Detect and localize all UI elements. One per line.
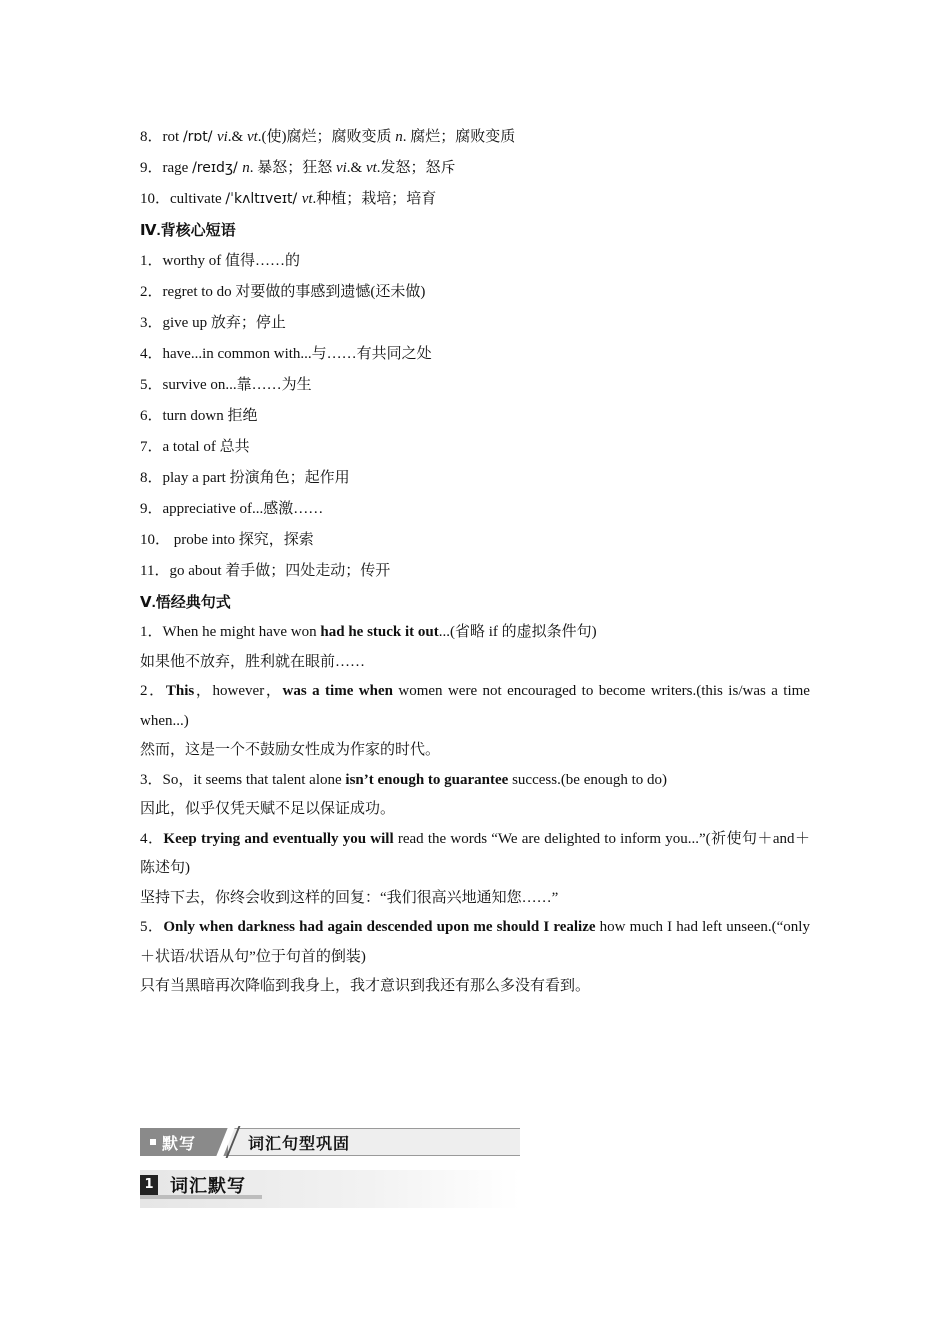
sentence-text: So，it seems that talent alone [162, 771, 346, 788]
item-number: 6． [140, 408, 163, 424]
item-number: 4． [140, 830, 164, 847]
phrase-item [140, 556, 810, 587]
vocab-word: rage [162, 160, 193, 176]
sentence-text: ...(省略 if 的虚拟条件句) [438, 624, 597, 640]
vocab-item [140, 122, 810, 153]
sentence-emphasis: Keep trying and eventually you will [163, 830, 394, 847]
vocab-word: cultivate [170, 191, 226, 207]
part-of-speech: vi [216, 129, 228, 145]
sentence-translation: 因此，似乎仅凭天赋不足以保证成功。 [140, 801, 396, 817]
phrase-text: probe into 探究，探索 [170, 532, 314, 548]
phrase-text: give up 放弃；停止 [162, 315, 286, 331]
sentence-translation: 只有当黑暗再次降临到我身上，我才意识到我还有那么多没有看到。 [140, 978, 591, 994]
sentence-emphasis: was a time when [282, 683, 393, 699]
phrase-item [140, 401, 810, 432]
vocab-text: .& [346, 160, 366, 176]
phrase-text: turn down 拒绝 [162, 408, 258, 424]
phrase-item [140, 370, 810, 401]
phrase-text: have...in common with...与……有共同之处 [162, 346, 432, 362]
vocab-definition: .(使)腐烂；腐败变质 [257, 129, 396, 145]
phrase-item [140, 494, 810, 525]
item-number: 3． [140, 315, 163, 331]
item-number: 2． [140, 284, 163, 300]
part-of-speech: n [395, 129, 403, 145]
item-number: 10． [140, 191, 171, 207]
item-number: 1． [140, 253, 163, 269]
item-number: 5． [140, 919, 164, 935]
banner-tag-label: 默写 [162, 1134, 197, 1153]
sentence-emphasis: This [165, 683, 195, 699]
part-of-speech: vt [246, 129, 258, 145]
sentence-emphasis: Only when darkness had again descended upon me should I realize [163, 919, 596, 935]
item-number: 9． [140, 501, 163, 517]
phrase-text: appreciative of...感激…… [162, 501, 324, 517]
subsection-heading [140, 1170, 520, 1208]
phrase-item [140, 463, 810, 494]
vocab-word: rot [162, 129, 183, 145]
phrase-text: regret to do 对要做的事感到遗憾(还未做) [162, 284, 426, 300]
item-number: 2． [140, 683, 166, 699]
sentence-emphasis: had he stuck it out [320, 624, 439, 640]
sentence-item [140, 677, 810, 736]
phrase-text: worthy of 值得……的 [162, 253, 301, 269]
number-badge-icon: 1 [140, 1175, 158, 1195]
section-banner [140, 1128, 520, 1156]
phrase-item [140, 277, 810, 308]
phrase-item [140, 432, 810, 463]
section-heading: Ⅴ.悟经典句式 [140, 594, 231, 611]
phrase-item [140, 308, 810, 339]
sentence-item [140, 618, 810, 648]
banner-title: 词汇句型巩固 [248, 1134, 351, 1153]
sentence-emphasis: isn’t enough to guarantee [345, 771, 509, 788]
phrase-item [140, 525, 810, 556]
sentence-text: When he might have won [162, 624, 321, 640]
phonetic: /rɒt/ [182, 129, 217, 145]
sentence-text: how much I had left unseen.(“only＋状语/状语从句”位于句首的倒装) [140, 919, 810, 965]
phrase-text: a total of 总共 [162, 439, 250, 455]
vocab-item [140, 153, 810, 184]
page-content [140, 122, 810, 1002]
part-of-speech: vi [335, 160, 347, 176]
part-of-speech: vt [301, 191, 313, 207]
phrase-item [140, 246, 810, 277]
sentence-text: women were not encouraged to become writers.(this is/was a time when...) [140, 683, 810, 729]
vocab-definition: . 腐烂；腐败变质 [402, 129, 516, 145]
item-number: 11． [140, 563, 170, 579]
item-number: 7． [140, 439, 163, 455]
sentence-item [140, 766, 810, 796]
item-number: 9． [140, 160, 163, 176]
part-of-speech: n [242, 160, 250, 176]
square-bullet-icon [150, 1139, 156, 1145]
phrase-item [140, 339, 810, 370]
item-number: 3． [140, 771, 163, 788]
part-of-speech: vt [365, 160, 377, 176]
vocab-definition: .发怒；怒斥 [376, 160, 456, 176]
item-number: 1． [140, 624, 163, 640]
vocab-definition: . 暴怒；狂怒 [249, 160, 336, 176]
section-heading: Ⅳ.背核心短语 [140, 222, 236, 239]
vocab-definition: .种植；栽培；培育 [312, 191, 437, 207]
item-number: 5． [140, 377, 163, 393]
sentence-text: success.(be enough to do) [508, 771, 668, 788]
phrase-text: go about 着手做；四处走动；传开 [169, 563, 391, 579]
item-number: 10． [140, 532, 171, 548]
vocab-item [140, 184, 810, 215]
phonetic: /reɪdʒ/ [192, 160, 243, 176]
subsection-title: 词汇默写 [170, 1176, 246, 1197]
item-number: 8． [140, 129, 163, 145]
phrase-text: survive on...靠……为生 [162, 377, 312, 393]
vocab-text: .& [227, 129, 247, 145]
item-number: 4． [140, 346, 163, 362]
item-number: 8． [140, 470, 163, 486]
phonetic: /ˈkʌltɪveɪt/ [225, 191, 302, 207]
sentence-item [140, 825, 810, 884]
sentence-text: read the words “We are delighted to inform you...”(祈使句＋and＋陈述句) [140, 830, 810, 876]
sentence-translation: 坚持下去，你终会收到这样的回复：“我们很高兴地通知您……” [140, 889, 559, 906]
sentence-item [140, 913, 810, 972]
sentence-translation: 如果他不放弃，胜利就在眼前…… [140, 653, 366, 670]
sentence-translation: 然而，这是一个不鼓励女性成为作家的时代。 [140, 742, 441, 758]
phrase-text: play a part 扮演角色；起作用 [162, 470, 350, 486]
sentence-text: ，however， [194, 683, 283, 699]
